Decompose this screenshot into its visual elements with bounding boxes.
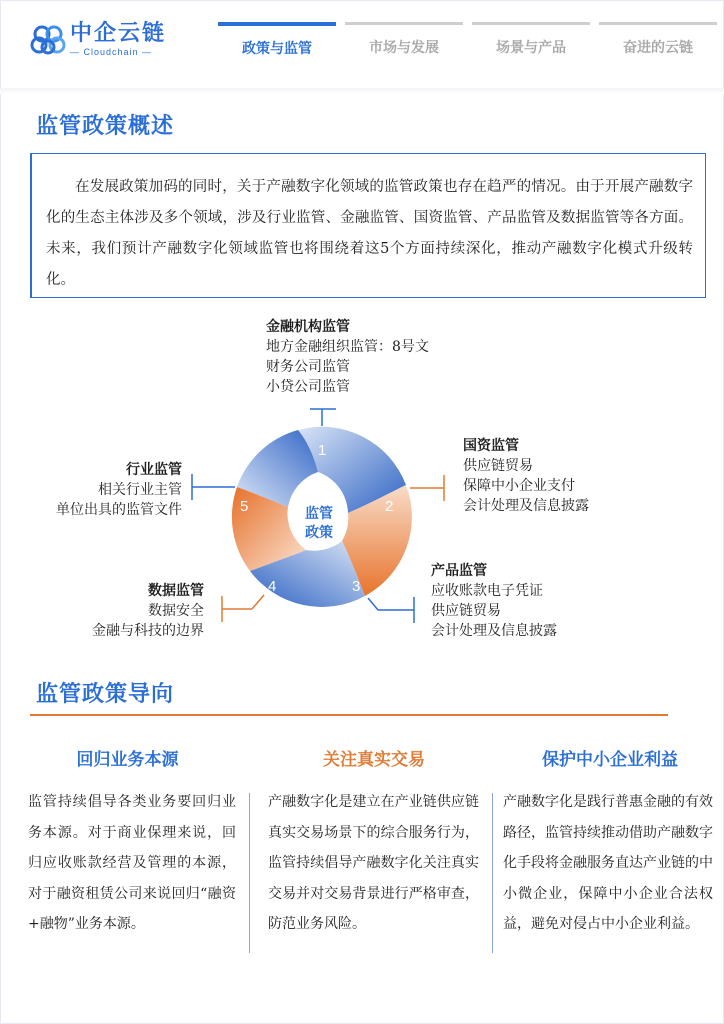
connector-product xyxy=(368,597,414,623)
product-regulation-line: 应收账款电子凭证 xyxy=(431,583,543,599)
tab-progressive-cloudchain[interactable]: 奋进的云链 xyxy=(599,22,717,62)
industry-regulation-line: 相关行业主管 xyxy=(98,482,182,498)
guidance-title: 监管政策导向 xyxy=(36,681,175,707)
logo-english-text: — Cloudchain — xyxy=(70,47,153,57)
state-regulation-line: 会计处理及信息披露 xyxy=(463,498,589,514)
center-label-line1: 监管 xyxy=(305,506,333,522)
column-title-return-to-basics: 回归业务本源 xyxy=(76,750,179,770)
column-text-protect-smes: 产融数字化是践行普惠金融的有效路径，监管持续推动借助产融数字化手段将金融服务直达产业链的中小微企业，保障中小企业合法权益，避免对侵占中小企业利益。 xyxy=(503,794,713,932)
logo-chinese-text: 中企云链 xyxy=(70,21,167,46)
product-regulation-line: 会计处理及信息披露 xyxy=(431,623,557,639)
overview-title: 监管政策概述 xyxy=(36,113,175,139)
column-title-protect-smes: 保护中小企业利益 xyxy=(542,750,678,770)
ring-number-4: 4 xyxy=(268,578,277,595)
product-regulation-line: 供应链贸易 xyxy=(431,603,501,619)
ring-number-3: 3 xyxy=(352,578,361,595)
ring-number-1: 1 xyxy=(318,442,327,459)
page-header xyxy=(0,0,724,78)
finance-regulation-line: 财务公司监管 xyxy=(266,359,350,375)
data-regulation-line: 金融与科技的边界 xyxy=(92,623,204,639)
state-regulation-line: 保障中小企业支付 xyxy=(463,478,575,494)
overview-paragraph: 在发展政策加码的同时，关于产融数字化领域的监管政策也存在趋严的情况。由于开展产融数字化的生态主体涉及多个领域，涉及行业监管、金融监管、国资监管、产品监管及数据监管等各方面。未来，我们预计产融数字化领域监管也将围绕着这5个方面持续深化，推动产融数字化模式升级转化。 xyxy=(46,179,693,288)
connector-industry xyxy=(192,474,235,500)
connector-data xyxy=(222,595,264,622)
industry-regulation-title: 行业监管 xyxy=(126,462,182,478)
label-industry-regulation xyxy=(56,460,182,520)
logo-english-word: Cloudchain xyxy=(83,47,139,57)
top-nav xyxy=(218,22,724,62)
label-data-regulation xyxy=(92,581,204,641)
finance-regulation-line: 地方金融组织监管：8号文 xyxy=(266,339,429,355)
data-regulation-line: 数据安全 xyxy=(148,603,204,619)
label-product-regulation xyxy=(431,561,557,641)
state-regulation-line: 供应链贸易 xyxy=(463,458,533,474)
ring-number-2: 2 xyxy=(385,498,394,515)
finance-regulation-line: 小贷公司监管 xyxy=(266,379,350,395)
center-label-line2: 政策 xyxy=(305,525,333,541)
column-title-real-transactions: 关注真实交易 xyxy=(323,750,425,770)
column-text-return-to-basics: 监管持续倡导各类业务要回归业务本源。对于商业保理来说，回归应收账款经营及管理的本源，对于融资租赁公司来说回归“融资+融物”业务本源。 xyxy=(28,794,236,932)
column-divider-1 xyxy=(249,793,250,953)
regulation-diagram xyxy=(0,305,724,655)
brand-logo[interactable] xyxy=(30,22,166,57)
tab-policy-regulation[interactable]: 政策与监管 xyxy=(218,22,336,62)
label-state-regulation xyxy=(463,436,589,516)
tab-scenario-product[interactable]: 场景与产品 xyxy=(472,22,590,62)
connector-finance xyxy=(310,409,336,426)
column-divider-2 xyxy=(492,793,493,953)
label-finance-regulation xyxy=(266,317,429,397)
data-regulation-title: 数据监管 xyxy=(148,583,204,599)
state-regulation-title: 国资监管 xyxy=(463,438,519,454)
product-regulation-title: 产品监管 xyxy=(431,563,487,579)
tab-market-development[interactable]: 市场与发展 xyxy=(345,22,463,62)
overview-box xyxy=(30,153,706,298)
ring-number-5: 5 xyxy=(240,498,249,515)
cloud-chain-logo-icon xyxy=(30,23,66,57)
column-text-real-transactions: 产融数字化是建立在产业链供应链真实交易场景下的综合服务行为，监管持续倡导产融数字化关注真实交易并对交易背景进行严格审查，防范业务风险。 xyxy=(268,794,479,932)
connector-state xyxy=(410,475,444,501)
industry-regulation-line: 单位出具的监管文件 xyxy=(56,502,182,518)
finance-regulation-title: 金融机构监管 xyxy=(266,319,350,335)
guidance-divider xyxy=(30,714,668,716)
header-divider xyxy=(0,88,724,94)
